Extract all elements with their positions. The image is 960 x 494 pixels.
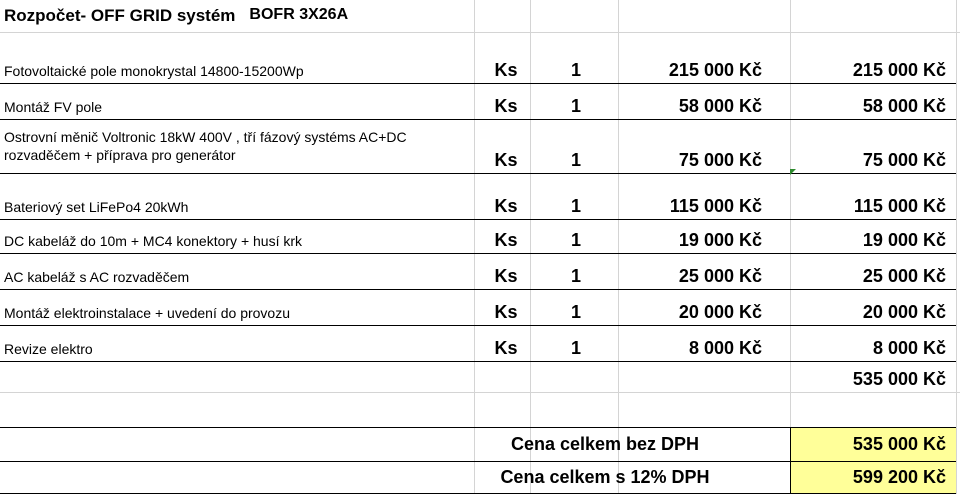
total-without-vat-value: 535 000 Kč — [852, 434, 946, 454]
total-with-vat-label: Cena celkem s 12% DPH — [500, 467, 710, 487]
item-total: 58 000 Kč — [862, 96, 946, 116]
item-price: 19 000 Kč — [678, 230, 762, 250]
item-total: 115 000 Kč — [853, 196, 946, 216]
item-price: 115 000 Kč — [669, 196, 762, 216]
item-unit: Ks — [494, 196, 518, 216]
item-total: 75 000 Kč — [862, 150, 946, 170]
item-unit: Ks — [494, 96, 518, 116]
item-price: 25 000 Kč — [678, 266, 762, 286]
item-unit: Ks — [494, 230, 518, 250]
item-unit: Ks — [494, 150, 518, 170]
item-total: 215 000 Kč — [852, 60, 946, 80]
item-unit: Ks — [494, 266, 518, 286]
item-description: Montáž FV pole — [4, 99, 103, 115]
item-price: 58 000 Kč — [678, 96, 762, 116]
item-description: Fotovoltaické pole monokrystal 14800-15200Wp — [4, 63, 304, 79]
item-quantity: 1 — [570, 230, 581, 250]
item-total: 19 000 Kč — [862, 230, 946, 250]
item-quantity: 1 — [570, 338, 581, 358]
item-total: 8 000 Kč — [872, 338, 946, 358]
gridline — [956, 0, 957, 494]
item-description: Ostrovní měnič Voltronic 18kW 400V , tří fázový systéms AC+DC rozvaděčem + příprava pro generátor — [4, 129, 407, 163]
item-description: Revize elektro — [4, 341, 93, 357]
item-quantity: 1 — [570, 150, 581, 170]
item-quantity: 1 — [570, 96, 581, 116]
item-unit: Ks — [494, 60, 518, 80]
item-price: 20 000 Kč — [678, 302, 762, 322]
item-quantity: 1 — [570, 60, 581, 80]
item-price: 215 000 Kč — [668, 60, 762, 80]
item-total: 20 000 Kč — [862, 302, 946, 322]
title-text: Rozpočet- OFF GRID systém — [4, 6, 236, 25]
item-quantity: 1 — [570, 266, 581, 286]
item-price: 75 000 Kč — [678, 150, 762, 170]
item-unit: Ks — [494, 302, 518, 322]
item-price: 8 000 Kč — [688, 338, 762, 358]
item-quantity: 1 — [570, 196, 581, 216]
item-unit: Ks — [494, 338, 518, 358]
item-description: AC kabeláž s AC rozvaděčem — [4, 269, 190, 285]
title-code: BOFR 3X26A — [249, 6, 349, 23]
total-without-vat-label: Cena celkem bez DPH — [510, 434, 700, 454]
gridline — [474, 0, 475, 494]
item-description: Bateriový set LiFePo4 20kWh — [4, 199, 189, 215]
item-quantity: 1 — [570, 302, 581, 322]
item-description: DC kabeláž do 10m + MC4 konektory + husí krk — [4, 233, 303, 249]
subtotal-value: 535 000 Kč — [852, 369, 946, 389]
gridline — [0, 392, 960, 393]
item-description: Montáž elektroinstalace + uvedení do provozu — [4, 305, 291, 321]
sheet-title — [4, 6, 348, 26]
item-total: 25 000 Kč — [862, 266, 946, 286]
total-with-vat-value: 599 200 Kč — [852, 467, 946, 487]
